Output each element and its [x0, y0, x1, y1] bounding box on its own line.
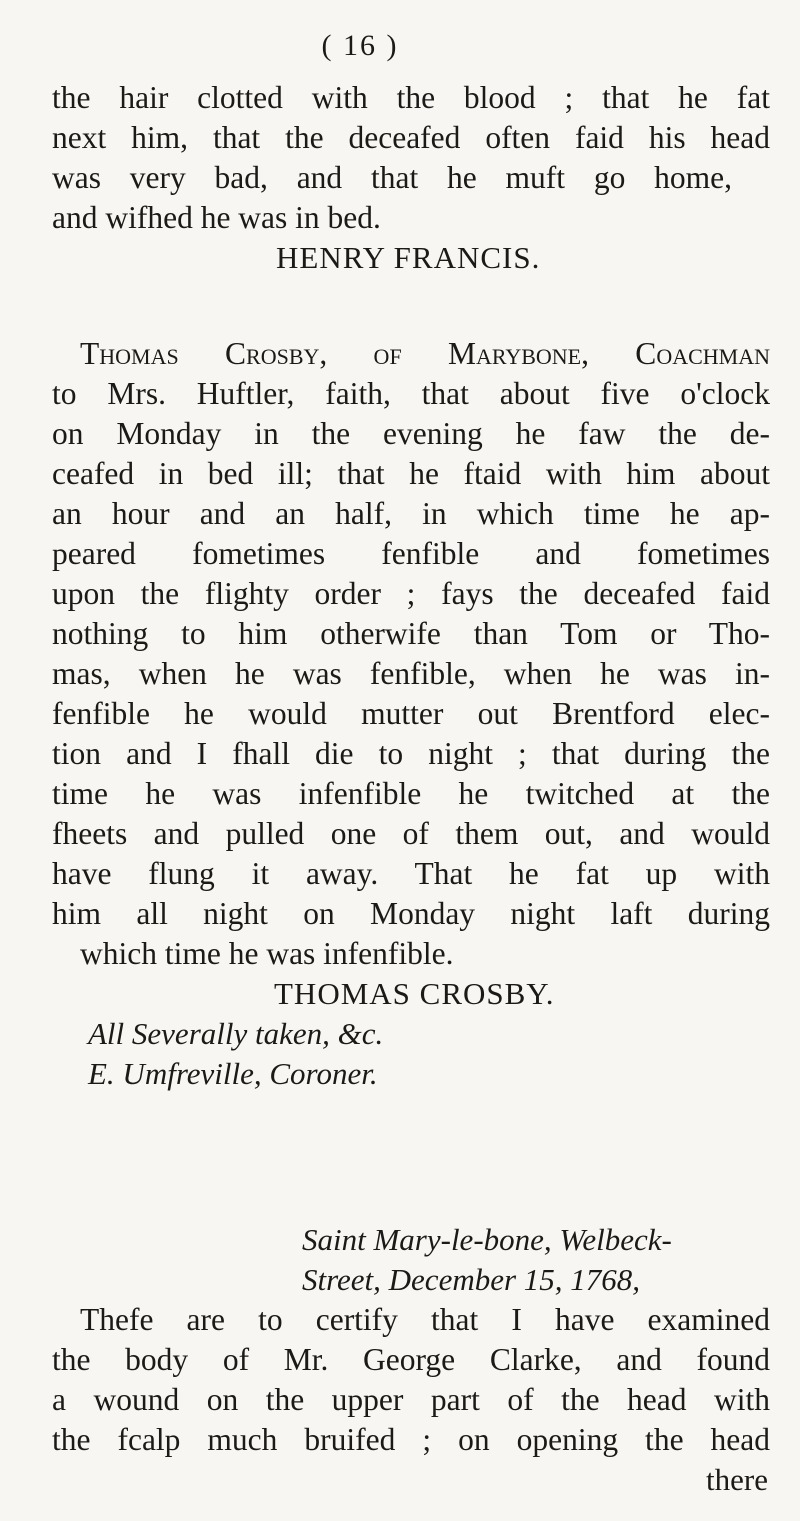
text-line: tion and I fhall die to night ; that during the: [52, 736, 770, 771]
text-line: the hair clotted with the blood ; that he fat: [52, 80, 770, 115]
text-line: Thefe are to certify that I have examined: [80, 1302, 770, 1337]
text-line: next him, that the deceafed often faid his head: [52, 120, 770, 155]
text-line: was very bad, and that he muft go home,: [52, 160, 732, 195]
text-line: him all night on Monday night laft during: [52, 896, 770, 931]
text-line: on Monday in the evening he faw the de-: [52, 416, 770, 451]
severally-taken-note: All Severally taken, &c.: [88, 1016, 384, 1051]
text-line: [52, 334, 770, 374]
text-line: the fcalp much bruifed ; on opening the head: [52, 1422, 770, 1457]
catchword: there: [706, 1462, 768, 1497]
page-number: ( 16 ): [321, 29, 399, 62]
deponent-name: Thomas Crosby, of Marybone, Coachman: [80, 336, 770, 371]
testimony-paragraph: [52, 334, 770, 1094]
text-line: to Mrs. Huftler, faith, that about five o'clock: [52, 376, 770, 411]
text-line: an hour and an half, in which time he ap-: [52, 496, 770, 531]
signature-henry-francis: HENRY FRANCIS.: [276, 240, 541, 275]
text-line: peared fometimes fenfible and fometimes: [52, 536, 770, 571]
text-line: fenfible he would mutter out Brentford elec-: [52, 696, 770, 731]
text-line: upon the flighty order ; fays the deceafed faid: [52, 576, 770, 611]
text-line: mas, when he was fenfible, when he was in-: [52, 656, 770, 691]
certificate-paragraph: [52, 1220, 770, 1500]
text-line: and wifhed he was in bed.: [52, 200, 381, 235]
text-line: time he was infenfible he twitched at the: [52, 776, 770, 811]
certificate-place-line: Saint Mary-le-bone, Welbeck-: [302, 1222, 672, 1257]
signature-thomas-crosby: THOMAS CROSBY.: [274, 976, 555, 1011]
text-line: have flung it away. That he fat up with: [52, 856, 770, 891]
text-line: which time he was infenfible.: [80, 936, 454, 971]
text-line: fheets and pulled one of them out, and would: [52, 816, 770, 851]
text-line: nothing to him otherwife than Tom or Tho-: [52, 616, 770, 651]
text-line: a wound on the upper part of the head with: [52, 1382, 770, 1417]
certificate-date-line: Street, December 15, 1768,: [302, 1262, 641, 1297]
continuation-paragraph: [52, 78, 770, 278]
coroner-signature: E. Umfreville, Coroner.: [88, 1056, 378, 1091]
text-line: the body of Mr. George Clarke, and found: [52, 1342, 770, 1377]
text-line: ceafed in bed ill; that he ftaid with him about: [52, 456, 770, 491]
